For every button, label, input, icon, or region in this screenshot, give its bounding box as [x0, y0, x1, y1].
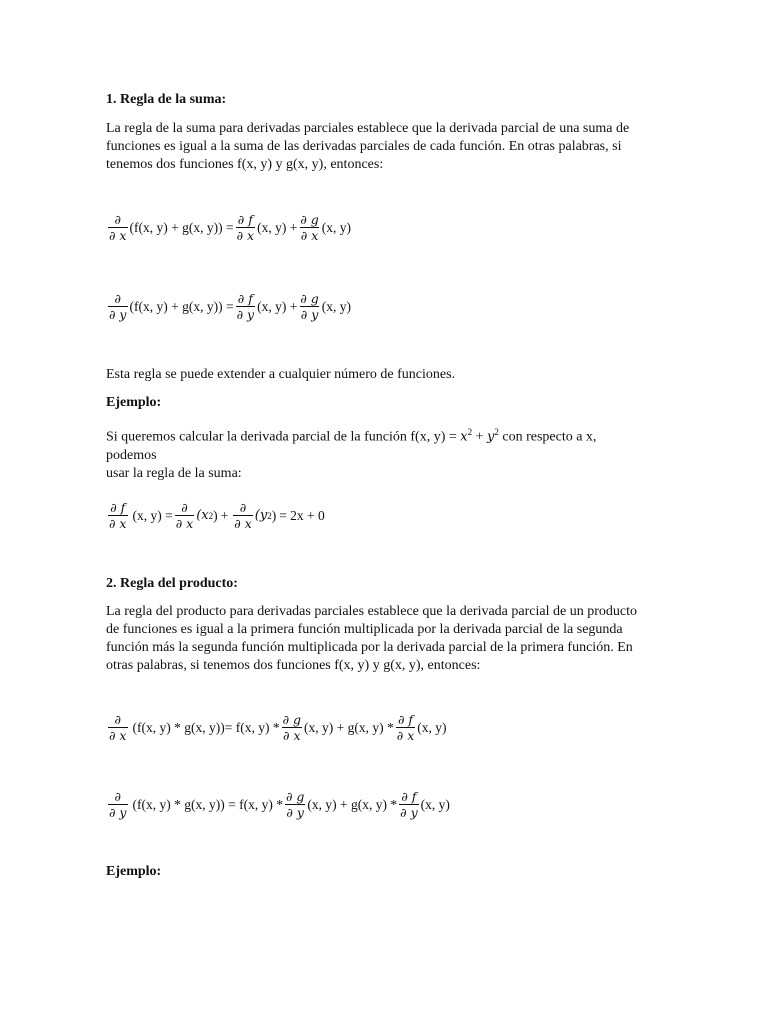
product-rule-heading: 2. Regla del producto: [106, 576, 238, 591]
partial-operator: $\frac{\partial}{\partial x}$ [175, 500, 194, 531]
partial-g-fraction: $\frac{\partial g}{\partial y}$ [300, 291, 319, 322]
partial-g-fraction: $\frac{\partial g}{\partial x}$ [282, 712, 302, 743]
partial-f-fraction: $\frac{\partial f}{\partial x}$ [396, 712, 415, 743]
partial-operator: $\frac{\partial}{\partial x}$ [109, 212, 127, 243]
partial-operator: $\frac{\partial}{\partial x}$ [234, 500, 252, 531]
partial-g-fraction: $\frac{\partial g}{\partial x}$ [300, 212, 319, 243]
partial-operator: $\frac{\partial}{\partial y}$ [109, 291, 127, 322]
sum-rule-equation-x: $\frac{\partial}{\partial x}$ (f(x, y) + g(x, y)) = $\frac{\partial f}{\partial x}$ (x, y) + $\frac{\partial g}{\partial x}$ (x, y) [109, 212, 352, 243]
product-rule-intro: La regla del producto para derivadas parciales establece que la derivada parcial de un producto de funciones es igual a la primera función multiplicada por la derivada parcial de la segunda función más la segunda función multiplicada por la derivada parcial de la primera función. En otras palabras, si tenemos dos funciones f(x, y) y g(x, y), entonces: [106, 604, 637, 673]
sum-rule-intro: La regla de la suma para derivadas parciales establece que la derivada parcial de una suma de funciones es igual a la suma de las derivadas parciales de cada función. En otras palabras, si tenemos dos funciones f(x, y) y g(x, y), entonces: [106, 121, 630, 172]
sum-example-heading: Ejemplo: [106, 395, 162, 410]
sum-example-equation: $\frac{\partial f}{\partial x}$ (x, y) = $\frac{\partial}{\partial x}$ (x 2 ) + $\frac{\partial}{\partial x}$ (y 2 ) = 2x + 0 [109, 500, 325, 531]
sum-rule-equation-y: $\frac{\partial}{\partial y}$ (f(x, y) + g(x, y)) = $\frac{\partial f}{\partial y}$ (x, y) + $\frac{\partial g}{\partial y}$ (x, y) [109, 291, 352, 322]
sum-example-text: Si queremos calcular la derivada parcial de la función f(x, $y) = x^2 + y^2$ con respecto a x, podemos usar la regla de la suma: [106, 427, 597, 481]
product-example-heading: Ejemplo: [106, 864, 162, 879]
sum-rule-heading: 1. Regla de la suma: [106, 92, 227, 107]
sum-rule-extension: Esta regla se puede extender a cualquier número de funciones. [106, 367, 456, 382]
partial-f-fraction: $\frac{\partial f}{\partial y}$ [236, 291, 255, 322]
partial-operator: $\frac{\partial}{\partial y}$ [109, 789, 127, 820]
partial-g-fraction: $\frac{\partial g}{\partial y}$ [285, 789, 305, 820]
partial-f-fraction: $\frac{\partial f}{\partial x}$ [236, 212, 255, 243]
product-rule-equation-y: $\frac{\partial}{\partial y}$ (f(x, y) * g(x, y)) = f(x, y) * $\frac{\partial g}{\partial y}$ (x, y) + g(x, y) * $\frac{\partial f}{\partial y}$ (x, y) [109, 789, 450, 820]
product-rule-equation-x: $\frac{\partial}{\partial x}$ (f(x, y) * g(x, y))= f(x, y) * $\frac{\partial g}{\partial x}$ (x, y) + g(x, y) * $\frac{\partial f}{\partial x}$ (x, y) [109, 712, 447, 743]
partial-f-fraction: $\frac{\partial f}{\partial y}$ [400, 789, 418, 820]
partial-operator: $\frac{\partial}{\partial x}$ [109, 712, 127, 743]
partial-f-fraction: $\frac{\partial f}{\partial x}$ [109, 500, 127, 531]
